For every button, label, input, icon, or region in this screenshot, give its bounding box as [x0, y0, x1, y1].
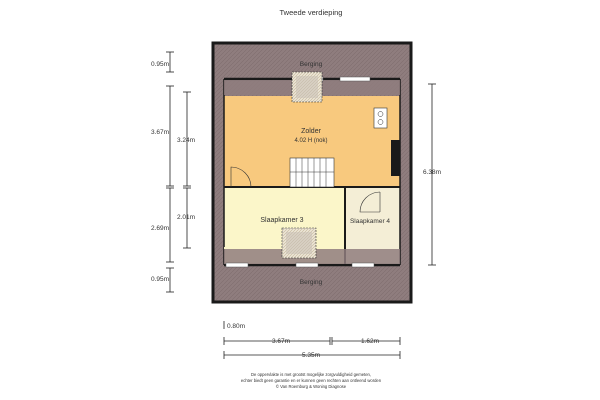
dim-left-b: 3.67m	[150, 129, 170, 136]
room-label-slaapkamer-4: Slaapkamer 4	[349, 218, 391, 225]
room-label-berging-top: Berging	[299, 61, 323, 68]
dim-bottom-a: 0.80m	[226, 323, 246, 330]
appliance	[374, 108, 387, 128]
room-label-berging-bottom: Berging	[299, 279, 323, 286]
skylight-bottom-glass	[286, 232, 312, 254]
left-dimensions	[166, 52, 191, 292]
window-bottom-right	[352, 263, 374, 267]
page-title: Tweede verdieping	[279, 8, 343, 17]
window-bottom-mid	[296, 263, 318, 267]
dim-bottom-c: 1.62m	[360, 338, 380, 345]
room-label-zolder: Zolder	[301, 128, 321, 135]
window-top-right	[340, 77, 370, 81]
dim-right-total: 6.38m	[422, 169, 442, 176]
room-label-zolder-height: 4.02 H (nok)	[294, 138, 328, 144]
dim-left-f: 0.95m	[150, 276, 170, 283]
window-bottom-left	[226, 263, 248, 267]
room-label-slaapkamer-3: Slaapkamer 3	[260, 217, 304, 224]
disclaimer-line-3: © Van Roemburg & Woning Diagnose	[275, 384, 347, 389]
staircase	[290, 158, 334, 187]
chimney-block	[391, 140, 400, 176]
dim-bottom-total: 5.35m	[301, 352, 321, 359]
dim-left-e: 2.69m	[150, 225, 170, 232]
dim-left-c: 3.24m	[176, 137, 196, 144]
disclaimer-line-1: De oppervlakte is met grootst mogelijke zorgvuldigheid gemeten,	[250, 372, 372, 377]
disclaimer-line-2: echter biedt geen garantie en er kunnen geen rechten aan ontleend worden	[240, 378, 382, 383]
dim-bottom-b: 3.67m	[271, 338, 291, 345]
dim-left-d: 2.01m	[176, 214, 196, 221]
dim-left-a: 0.95m	[150, 61, 170, 68]
skylight-top-glass	[296, 76, 318, 98]
